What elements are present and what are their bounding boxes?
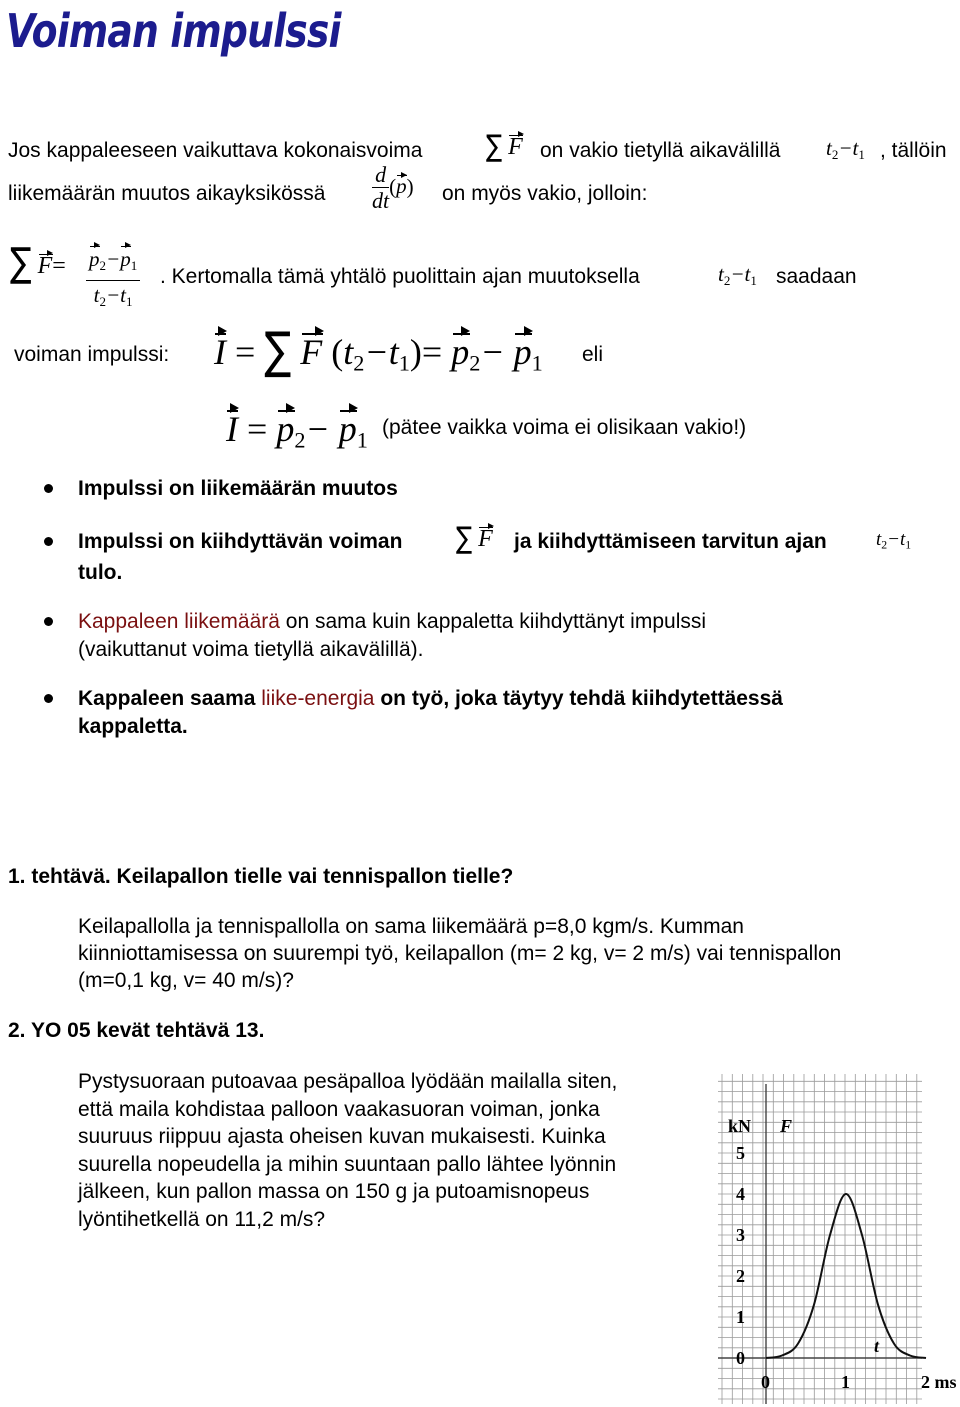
task2-body xyxy=(78,1068,708,1233)
task2-line: suurella nopeudella ja mihin suuntaan pallo lähtee lyönnin xyxy=(78,1152,617,1176)
bullet-dot xyxy=(44,694,53,703)
intro-line1-a: Jos kappaleeseen vaikuttava kokonaisvoima xyxy=(8,139,423,162)
highlight-kinetic-energy: liike-energia xyxy=(261,687,375,710)
y-tick-label: 1 xyxy=(736,1307,745,1327)
task2-line: suuruus riippuu ajasta oheisen kuvan mukaisesti. Kuinka xyxy=(78,1125,606,1148)
highlight-momentum: Kappaleen liikemäärä xyxy=(78,610,280,633)
y-axis-label: kN xyxy=(728,1116,752,1136)
intro-line3-a: . Kertomalla tämä yhtälö puolittain ajan muutoksella xyxy=(160,265,640,288)
task2-line: että maila kohdistaa palloon vaakasuoran voiman, jonka xyxy=(78,1097,600,1121)
y-tick-label: 4 xyxy=(736,1184,745,1204)
bullet-3-rest: on sama kuin kappaletta kiihdyttänyt impulssi xyxy=(279,610,707,633)
task1-line2: kiinniottamisessa on suurempi työ, keilapallon (m= 2 kg, v= 2 m/s) vai tennispallon xyxy=(78,942,842,965)
x-tick-label: 1 xyxy=(841,1372,850,1392)
bullet-2a: Impulssi on kiihdyttävän voiman xyxy=(78,530,403,553)
time-interval-symbol-2: $t_2-t_1$ xyxy=(718,262,757,288)
force-time-chart xyxy=(718,1074,957,1404)
task2-line: jälkeen, kun pallon massa on 150 g ja putoamisnopeus xyxy=(78,1180,590,1203)
page-title: Voiman impulssi xyxy=(6,4,341,58)
intro-line1-b: on vakio tietyllä aikavälillä xyxy=(540,139,781,162)
x-tick-label: 0 xyxy=(761,1372,770,1392)
eli-text: eli xyxy=(582,343,604,366)
intro-line1-c: , tällöin xyxy=(880,139,947,162)
task1-line3: (m=0,1 kg, v= 40 m/s)? xyxy=(78,969,294,992)
bullet-4-b: on työ, joka täytyy tehdä kiihdytettäessä xyxy=(374,687,783,710)
time-interval-symbol-3: $t_2-t_1$ xyxy=(876,529,912,552)
bullet-4-a: Kappaleen saama xyxy=(78,687,262,710)
bullet-3 xyxy=(78,609,706,635)
bullet-dot xyxy=(44,537,53,546)
derivative-symbol: $\frac{d}{dt}$ (p) xyxy=(372,162,414,213)
impulse-equation-short: $I = p_2- p_1$ xyxy=(226,409,368,453)
x-axis-label: t xyxy=(874,1336,880,1356)
task2-line: Pystysuoraan putoavaa pesäpalloa lyödään mailalla siten, xyxy=(78,1070,618,1093)
x-tick-label: 2 ms xyxy=(921,1372,957,1392)
impulse-note: (pätee vaikka voima ei olisikaan vakio!) xyxy=(382,416,747,439)
task2-line: lyöntihetkellä on 11,2 m/s? xyxy=(78,1207,326,1231)
y-tick-label: 3 xyxy=(736,1225,745,1245)
y-tick-label: 5 xyxy=(736,1143,745,1163)
impulse-label: voiman impulssi: xyxy=(14,343,170,366)
bullet-2c: tulo. xyxy=(78,561,123,584)
sum-force-symbol: ∑ F xyxy=(486,128,523,164)
task1-line1: Keilapallolla ja tennispallolla on sama liikemäärä p=8,0 kgm/s. Kumman xyxy=(78,915,744,938)
intro-line2-a: liikemäärän muutos aikayksikössä xyxy=(8,182,326,205)
series-label: F xyxy=(780,1116,793,1136)
task2-heading: 2. YO 05 kevät tehtävä 13. xyxy=(8,1019,265,1042)
bullet-dot xyxy=(44,484,53,493)
impulse-equation: I = ∑ F $(t_2-t_1)= p_2- p_1$ xyxy=(214,322,543,380)
bullet-1: Impulssi on liikemäärän muutos xyxy=(78,477,398,500)
y-tick-label: 2 xyxy=(736,1266,745,1286)
bullet-4-line2: kappaletta. xyxy=(78,715,188,738)
intro-line3-b: saadaan xyxy=(776,265,857,288)
intro-line2-b: on myös vakio, jolloin: xyxy=(442,182,648,205)
bullet-4 xyxy=(78,686,783,712)
force-equation: ∑ F= xyxy=(10,238,66,286)
sum-force-symbol-2: ∑ F xyxy=(456,520,493,556)
momentum-fraction: $\frac{p_2-p_1}{t_2-t_1}$ xyxy=(86,245,140,316)
y-tick-label: 0 xyxy=(736,1348,745,1368)
bullet-3-line2: (vaikuttanut voima tietyllä aikavälillä). xyxy=(78,638,424,661)
task1-heading: 1. tehtävä. Keilapallon tielle vai tennispallon tielle? xyxy=(8,865,514,888)
bullet-2b: ja kiihdyttämiseen tarvitun ajan xyxy=(514,530,827,553)
time-interval-symbol: $t_2-t_1$ xyxy=(826,136,865,162)
bullet-dot xyxy=(44,617,53,626)
